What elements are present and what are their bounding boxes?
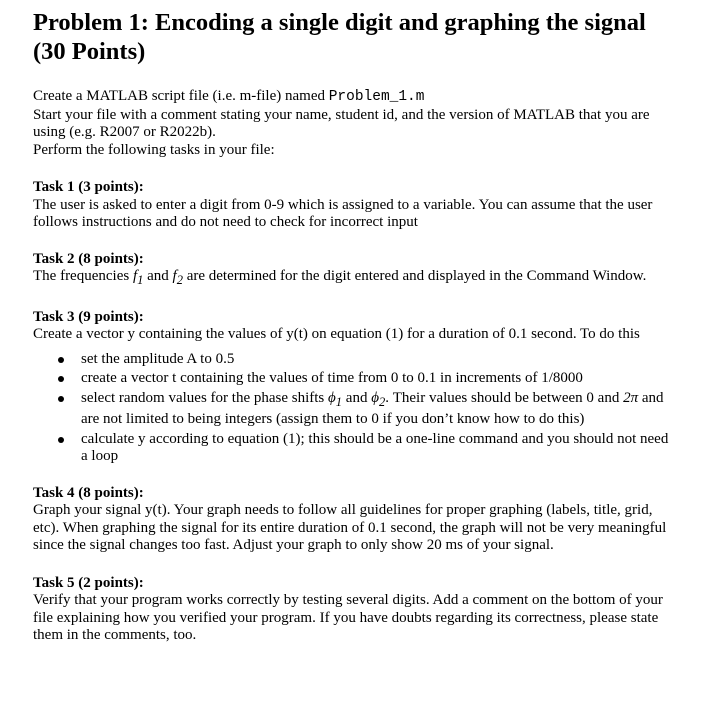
- bullet-3-text-b: and: [342, 389, 372, 406]
- bullet-2-text: create a vector t containing the values of time from 0 to 0.1 in increments of 1/8000: [81, 370, 583, 386]
- f2-letter: f: [172, 268, 177, 284]
- phi1-letter: ϕ: [328, 389, 336, 406]
- f1-letter: f: [132, 268, 138, 284]
- bullet-3-text-c: . Their values should be between 0 and: [385, 389, 624, 406]
- list-item: [33, 370, 673, 388]
- two-pi-symbol: 2π: [623, 389, 639, 406]
- document-page: [33, 0, 673, 645]
- bullet-icon: [58, 376, 64, 382]
- bullet-icon: [58, 437, 64, 443]
- bullet-3-text-a: select random values for the phase shifts: [81, 389, 329, 406]
- task-3-bullet-list: [33, 351, 673, 466]
- task-3-body: Create a vector y containing the values of y(t) on equation (1) for a duration of 0.1 second. To do this: [33, 326, 640, 342]
- intro-line-2: Start your file with a comment stating your name, student id, and the version of MATLAB that you are using (e.g. R2007 or R2022b).: [33, 106, 650, 140]
- intro-line-3: Perform the following tasks in your file:: [33, 141, 275, 158]
- task-2-text-b: and: [143, 268, 173, 284]
- task-1-heading: Task 1 (3 points):: [33, 179, 144, 195]
- list-item: [33, 390, 673, 429]
- f2-subscript: 2: [176, 273, 183, 287]
- list-item: [33, 351, 673, 369]
- bullet-1-text: set the amplitude A to 0.5: [81, 350, 235, 367]
- task-2-text-c: are determined for the digit entered and displayed in the Command Window.: [182, 268, 647, 284]
- page-title: [33, 8, 673, 66]
- task-1: [33, 179, 673, 232]
- bullet-icon: [58, 357, 64, 363]
- task-4-body: Graph your signal y(t). Your graph needs to follow all guidelines for proper graphing (labels, title, grid, etc). When graphing the signal for its entire duration of 0.1 second, the graph will not be very meaningful since the signal changes too fast. Adjust your graph to only show 20 ms of your signal.: [33, 502, 667, 553]
- intro-section: [33, 88, 673, 159]
- f1-symbol: [132, 268, 144, 287]
- task-4-heading: Task 4 (8 points):: [33, 484, 144, 501]
- task-2: [33, 251, 673, 290]
- task-2-heading: Task 2 (8 points):: [33, 250, 144, 267]
- f1-subscript: 1: [137, 273, 144, 287]
- task-1-body: The user is asked to enter a digit from 0-9 which is assigned to a variable. You can assume that the user follows instructions and do not need to check for incorrect input: [33, 196, 653, 230]
- phi1-symbol: [328, 389, 343, 409]
- task-3-heading: Task 3 (9 points):: [33, 308, 144, 325]
- filename: Problem_1.m: [328, 89, 425, 105]
- bullet-4-text: calculate y according to equation (1); this should be a one-line command and you should not need a loop: [81, 430, 669, 464]
- task-2-body: [33, 268, 673, 290]
- task-4: [33, 485, 673, 555]
- intro-line-1-text: Create a MATLAB script file (i.e. m-file) named: [33, 88, 329, 104]
- f2-symbol: [172, 268, 183, 287]
- phi2-letter: ϕ: [371, 389, 379, 406]
- bullet-3-text-d: and are not limited to being integers (assign them to 0 if you don’t know how to do this): [81, 389, 664, 427]
- title-line-2: (30 Points): [33, 38, 146, 65]
- task-5-body: Verify that your program works correctly by testing several digits. Add a comment on the bottom of your file explaining how you verified your program. If you have doubts regarding its correctness, please state them in the comments, too.: [33, 592, 663, 643]
- bullet-icon: [58, 396, 64, 402]
- phi2-symbol: [371, 389, 386, 409]
- phi1-subscript: 1: [335, 394, 343, 409]
- list-item: [33, 431, 673, 466]
- task-5-heading: Task 5 (2 points):: [33, 574, 144, 591]
- intro-line-1: [33, 88, 673, 107]
- phi2-subscript: 2: [378, 394, 386, 409]
- title-line-1: Problem 1: Encoding a single digit and graphing the signal: [33, 9, 646, 36]
- task-2-text-a: The frequencies: [33, 268, 133, 284]
- task-5: [33, 575, 673, 645]
- task-3: [33, 309, 673, 466]
